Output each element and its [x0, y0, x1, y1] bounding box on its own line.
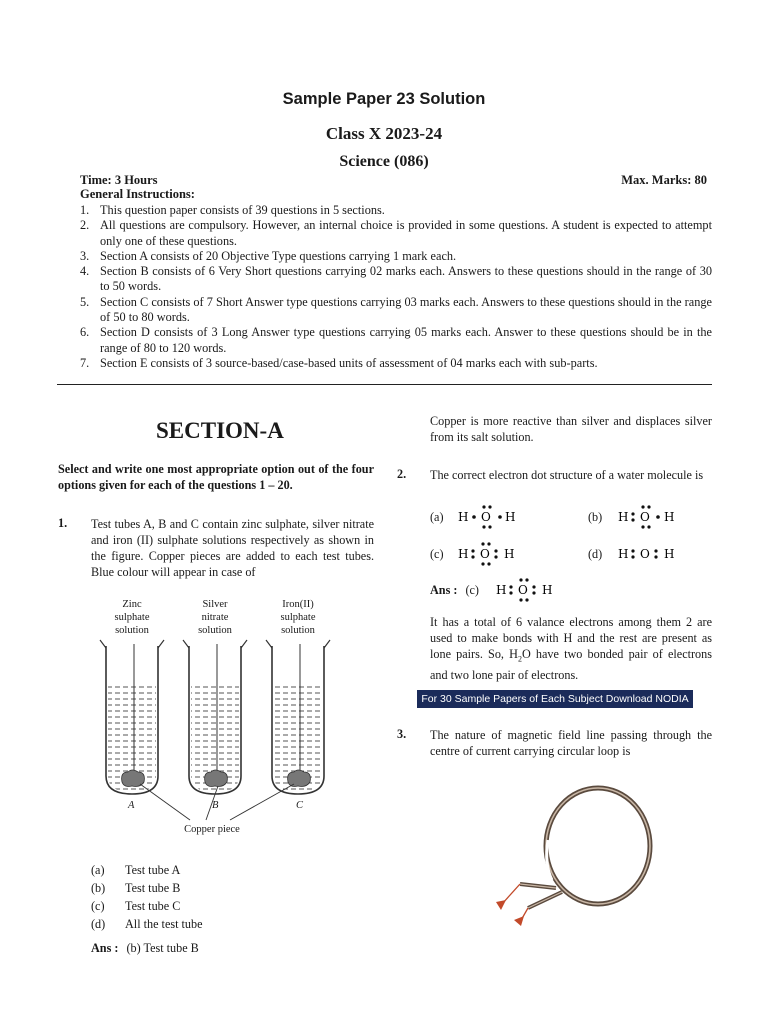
general-instructions-heading: General Instructions:: [80, 187, 195, 201]
tube-a-label: A: [128, 800, 135, 811]
q1-option-b: Test tube B: [125, 881, 181, 895]
q1-option-b-key: (b): [91, 881, 106, 895]
test-tubes-figure: [90, 636, 350, 822]
q3-number: 3.: [397, 727, 407, 741]
q1-option-a: Test tube A: [125, 863, 181, 877]
svg-text:O: O: [480, 547, 490, 561]
q1-option-a-key: (a): [91, 863, 105, 877]
test-tube-a: [100, 640, 164, 794]
svg-text:O: O: [518, 583, 528, 597]
svg-text:H: H: [664, 547, 675, 561]
q1-option-c-key: (c): [91, 899, 105, 913]
class-line: Class X 2023-24: [325, 124, 443, 143]
q1-number: 1.: [58, 516, 68, 530]
svg-text:O: O: [481, 510, 491, 524]
svg-text:H: H: [496, 583, 507, 597]
q1-explanation: Copper is more reactive than silver and displaces silver from its salt solution.: [430, 414, 712, 444]
q2-answer-structure: [494, 575, 558, 603]
q2-option-a-key: (a): [430, 510, 444, 524]
section-a-instruction: Select and write one most appropriate option out of the four options given for each of the questions 1 – 20.: [58, 462, 374, 492]
max-marks-label: Max. Marks: 80: [621, 173, 707, 187]
q2-structure-b: [616, 502, 680, 530]
tube-c-label: C: [296, 800, 304, 811]
q2-option-b-key: (b): [588, 510, 603, 524]
zinc-sulphate-label: Zinc sulphate solution: [114, 599, 150, 636]
copper-piece-label: Copper piece: [184, 824, 240, 835]
header-divider: [57, 384, 712, 385]
q2-structure-a: [456, 502, 520, 530]
q2-structure-c: [456, 539, 520, 567]
svg-text:H: H: [504, 547, 515, 561]
svg-text:H: H: [505, 510, 516, 524]
q1-option-d: All the test tube: [125, 917, 203, 931]
instruction-item: 7. Section E consists of 3 source-based/case-based units of assessment of 04 marks each with sub-parts.: [80, 355, 598, 370]
svg-text:H: H: [458, 510, 469, 524]
q2-answer-label: Ans : (c): [430, 583, 479, 597]
instruction-item: 6. Section D consists of 3 Long Answer type questions carrying 05 marks each. Answer to these questions should be in the range of 80 to 120 words.: [80, 325, 712, 355]
instruction-item: 2. All questions are compulsory. However, an internal choice is provided in some questions. A student is expected to attempt only one of these questions.: [80, 218, 712, 248]
q2-number: 2.: [397, 467, 407, 481]
q1-option-c: Test tube C: [125, 899, 181, 913]
paper-title: Sample Paper 23 Solution: [282, 90, 486, 108]
svg-text:H: H: [664, 510, 675, 524]
svg-text:O: O: [640, 510, 650, 524]
q2-structure-d: [616, 539, 680, 567]
nodia-app-banner[interactable]: For 30 Sample Papers of Each Subject Download NODIA App: [417, 690, 693, 708]
svg-text:H: H: [542, 583, 553, 597]
section-a-heading: SECTION-A: [156, 418, 284, 443]
svg-text:H: H: [618, 510, 629, 524]
q1-text: Test tubes A, B and C contain zinc sulphate, silver nitrate and iron (II) sulphate solutions respectively as shown in the figure. Copper pieces are added to each test tubes. Blue colour will appear in case of: [91, 517, 374, 579]
tube-b-label: B: [212, 800, 219, 811]
q1-answer: Ans : (b) Test tube B: [91, 941, 199, 955]
q2-option-c-key: (c): [430, 547, 444, 561]
silver-nitrate-label: Silver nitrate solution: [198, 599, 232, 636]
q1-option-d-key: (d): [91, 917, 106, 931]
time-label: Time: 3 Hours: [80, 173, 158, 187]
instruction-item: 3. Section A consists of 20 Objective Type questions carrying 1 mark each.: [80, 248, 457, 263]
svg-text:O: O: [640, 547, 650, 561]
instructions-list: [80, 203, 712, 371]
svg-text:H: H: [618, 547, 629, 561]
test-tube-b: [183, 640, 247, 794]
test-tube-c: [266, 640, 330, 794]
instruction-item: 1. This question paper consists of 39 questions in 5 sections.: [80, 203, 385, 217]
q2-explanation: It has a total of 6 valance electrons among them 2 are used to make bonds with H and the rest are present as lone pairs. So, $H_2O$ have two bonded pair of electrons and two lone pair of electrons.: [430, 615, 712, 683]
q2-text: The correct electron dot structure of a water molecule is: [430, 468, 704, 482]
q3-text: The nature of magnetic field line passing through the centre of current carrying circular loop is: [430, 728, 712, 758]
instruction-item: 4. Section B consists of 6 Very Short questions carrying 02 marks each. Answers to these questions should in the range of 30 to 50 words.: [80, 264, 712, 294]
svg-text:H: H: [458, 547, 469, 561]
q2-option-d-key: (d): [588, 547, 603, 561]
iron-sulphate-label: Iron(II) sulphate solution: [280, 599, 316, 636]
current-loop-figure: [486, 780, 662, 930]
subject-line: Science (086): [339, 153, 429, 170]
instruction-item: 5. Section C consists of 7 Short Answer type questions carrying 03 marks each. Answers to these questions should in the range of 50 to 80 words.: [80, 294, 712, 325]
